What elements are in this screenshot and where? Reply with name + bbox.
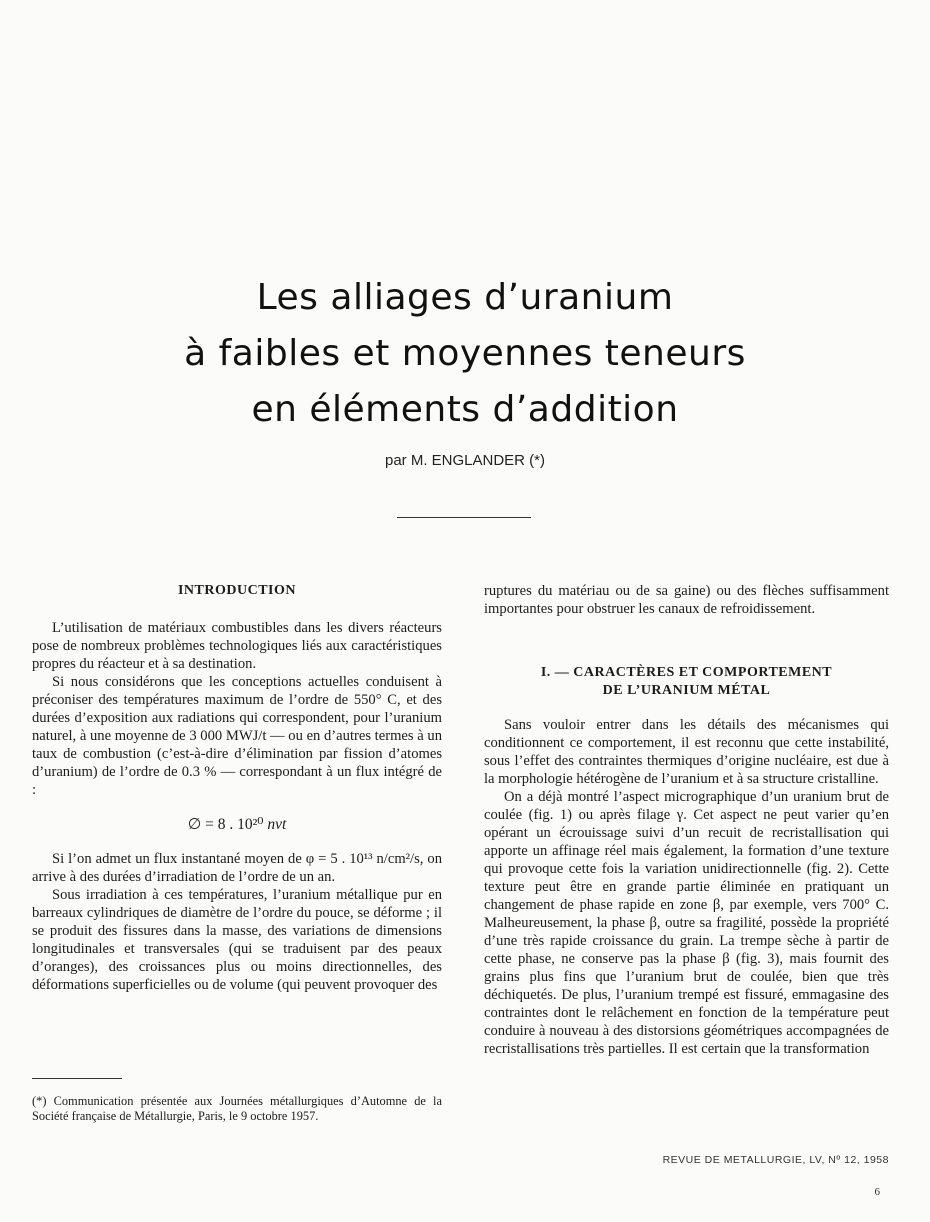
- author-line: par M. ENGLANDER (*): [384, 452, 546, 469]
- article-title: [0, 270, 930, 469]
- journal-reference: REVUE DE METALLURGIE, LV, Nº 12, 1958: [662, 1154, 889, 1166]
- paragraph: On a déjà montré l’aspect micrographique d’un uranium brut de coulée (fig. 1) ou après filage γ. Cet aspect ne peut varier qu’en opérant un écrouissage suivi d’un recuit de recristallisation qui apporte un affinage réel mais également, la formation d’une texture qui provoque cette fois la variation unidirectionnelle (fig. 2). Cette texture peut être en grande partie éliminée en pratiquant un changement de phase rapide en zone β, par exemple, vers 700° C. Malheureusement, la phase β, outre sa fragilité, possède la propriété d’une très rapide croissance du grain. La trempe sèche à partir de cette phase, ne conserve pas la phase β (fig. 3), mais fournit des grains plus fins que l’uranium brut de coulée, bien que très déchiquetés. De plus, l’uranium trempé est fissuré, emmagasine des contraintes dont le relâchement en fonction de la température peut conduire à nouveau à des distorsions géométriques accompagnées de recristallisations très partielles. Il est certain que la transformation: [484, 789, 889, 1057]
- section-heading-introduction: INTRODUCTION: [177, 583, 296, 598]
- title-divider: [397, 517, 531, 518]
- formula-expression: ∅ = 8 . 10²⁰: [187, 816, 264, 833]
- right-column: [484, 582, 889, 1058]
- paragraph: Sous irradiation à ces températures, l’uranium métallique pur en barreaux cylindriques de diamètre de l’ordre du pouce, se déforme ; il se produit des fissures dans la masse, des variations de dimensions longitudinales et transversales (qui se traduisent par des peaux d’oranges), des croissances plus ou moins directionnelles, des déformations superficielles ou de volume (qui peuvent provoquer des: [32, 887, 442, 993]
- paragraph: Si l’on admet un flux instantané moyen de φ = 5 . 10¹³ n/cm²/s, on arrive à des durées d’irradiation de l’ordre de un an.: [32, 851, 442, 885]
- formula: [32, 816, 442, 834]
- title-line-3: en éléments d’addition: [251, 389, 679, 430]
- section-heading-1: [484, 664, 889, 700]
- footnote: (*) Communication présentée aux Journées métallurgiques d’Automne de la Société française de Métallurgie, Paris, le 9 octobre 1957.: [32, 1094, 442, 1123]
- formula-unit: nvt: [267, 816, 287, 833]
- paragraph: Si nous considérons que les conceptions actuelles conduisent à préconiser des températures maximum de l’ordre de 550° C, et des durées d’exposition aux radiations qui correspondent, pour l’uranium naturel, à une moyenne de 3 000 MWJ/t — ou en d’autres termes à un taux de combustion (c’est-à-dire d’élimination par fission d’atomes d’uranium) de l’ordre de 0.3 % — correspondant à un flux intégré de :: [32, 674, 442, 798]
- section-heading-line-1: I. — CARACTÈRES ET COMPORTEMENT: [540, 665, 833, 680]
- page-number: 6: [874, 1186, 880, 1198]
- footnote-divider: [32, 1078, 122, 1079]
- title-line-2: à faibles et moyennes teneurs: [184, 333, 746, 374]
- paragraph-continued: ruptures du matériau ou de sa gaine) ou des flèches suffisamment importantes pour obstruer les canaux de refroidissement.: [484, 583, 889, 617]
- title-line-1: Les alliages d’uranium: [256, 277, 674, 318]
- paragraph: L’utilisation de matériaux combustibles dans les divers réacteurs pose de nombreux problèmes technologiques liés aux caractéristiques propres du réacteur et à sa destination.: [32, 620, 442, 672]
- left-column: [32, 582, 442, 994]
- section-heading-line-2: DE L’URANIUM MÉTAL: [602, 683, 771, 698]
- paragraph: Sans vouloir entrer dans les détails des mécanismes qui conditionnent ce comportement, il est reconnu que cette instabilité, sous l’effet des contraintes thermiques d’origine nucléaire, est due à la morphologie hétérogène de l’uranium et à sa structure cristalline.: [484, 717, 889, 787]
